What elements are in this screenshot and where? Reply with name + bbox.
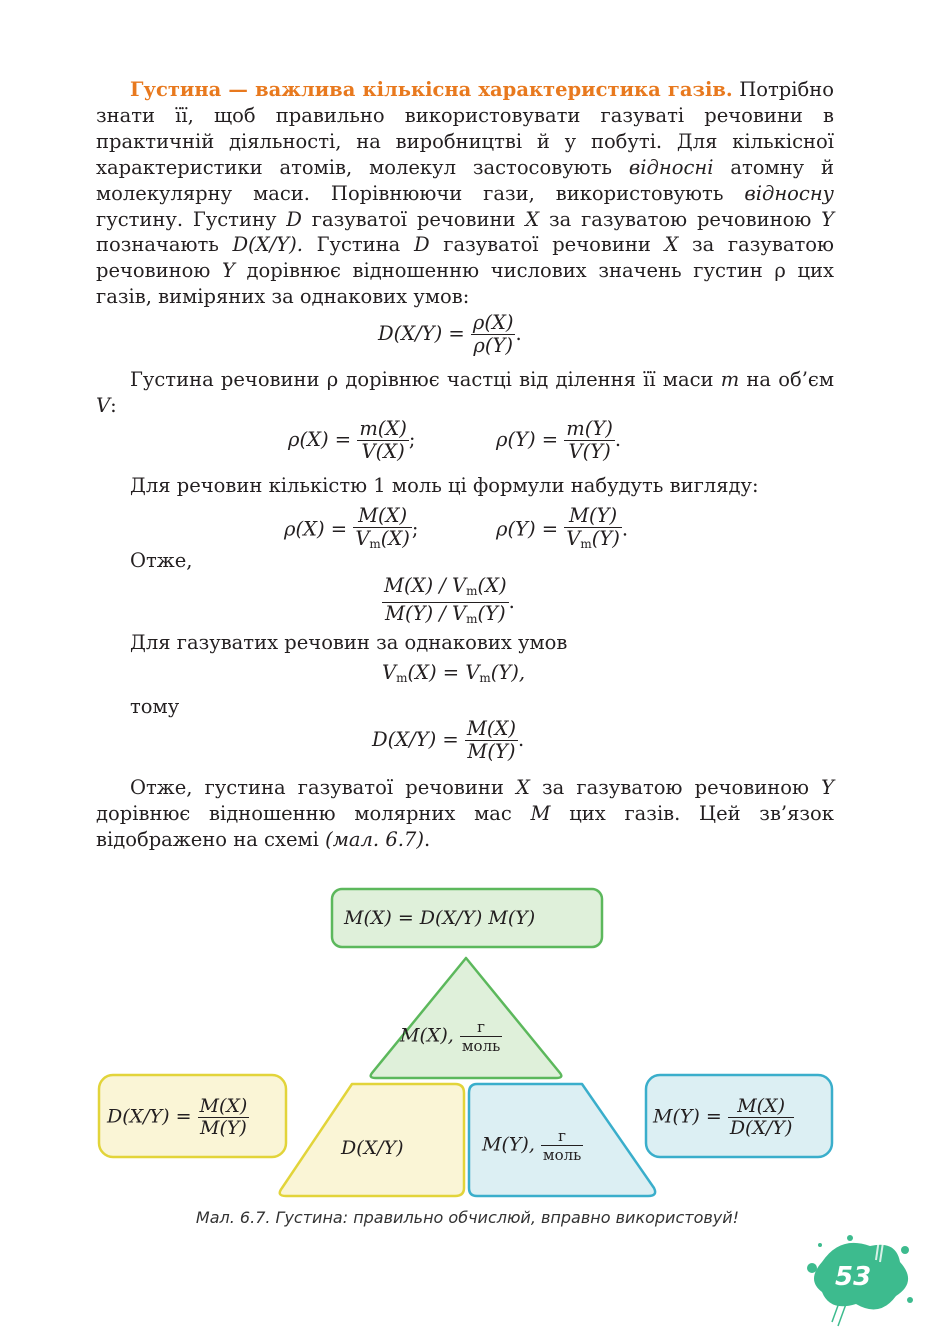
numerator: M(Y) [564,505,622,528]
punct: ; [408,428,416,451]
text: густину. Густину [96,207,287,231]
denominator: V(Y) [568,440,611,463]
punct: . [518,728,525,751]
symbol: (Y) [477,602,506,625]
formula-lhs: ρ(X) = [288,428,358,451]
text-italic: X [525,207,540,231]
text: : [110,393,117,417]
molar-mass-x: M(X), [400,1024,460,1047]
text-italic: D [286,207,302,231]
bottom-left-label: D(X/Y) [341,1137,404,1159]
subscript: m [466,612,478,626]
key-phrase: Густина — важлива кількісна характеристика газів. [130,78,733,101]
subscript: m [580,537,592,551]
denominator: M(Y) [467,740,516,763]
text-italic: X [515,776,530,799]
unit-numerator: г [541,1127,583,1146]
formula-lhs: ρ(X) = [284,517,354,541]
symbol: V [355,527,370,550]
subscript: m [369,537,381,551]
fraction [728,1096,795,1139]
symbol: V [382,661,397,684]
text: газуватої речовини [301,207,526,231]
text-italic: Y [821,776,834,799]
text-italic: m [720,368,740,391]
symbol: V [566,527,581,550]
numerator: M(X) [466,717,516,740]
symbol: (X) = V [407,661,480,684]
text: за газуватою речовиною [96,233,834,283]
text-italic: відносну [744,181,834,205]
gas-conditions-paragraph: Для газуватих речовин за однакових умов [130,631,568,654]
numerator: m(Y) [566,417,613,440]
molar-mass-y: M(Y), [482,1133,541,1156]
symbol: M(X) / V [384,574,467,597]
therefore-label: Отже, [130,549,193,572]
symbol: (X) [477,574,507,597]
text: газуватої речовини [429,233,665,257]
numerator: ρ(X) [472,311,514,334]
text: Потрібно знати її, щоб правильно використовувати газуваті речовини в практичній діяльності, на виробництві й у побуті. Для кількісної характеристики атомів, молекул застосовують [96,78,835,179]
text-italic: відносні [628,155,714,179]
punct: . [515,322,522,345]
formula-lhs: D(X/Y) = [107,1105,198,1128]
unit-denominator: моль [542,1146,582,1164]
formula-lhs: D(X/Y) = [378,322,471,345]
text: за газуватою речовиною [539,207,822,231]
denominator: ρ(Y) [473,334,513,357]
subscript: m [396,671,408,685]
text: позначають [96,233,233,257]
top-formula: M(X) = D(X/Y) M(Y) [344,907,536,929]
hence-label: тому [130,695,180,718]
formula-lhs: ρ(Y) = [496,517,565,541]
symbol: (Y) [591,527,620,550]
denominator: D(X/Y) [729,1117,793,1139]
subscript: m [466,584,478,598]
numerator: M(X) [199,1095,248,1117]
text: Густина [302,233,414,257]
formula-lhs: D(X/Y) = [372,728,465,751]
symbol: (X) [380,527,410,550]
punct: . [621,517,629,541]
punct: ; [411,517,419,541]
right-formula [653,1096,794,1139]
text-italic: Y [821,207,834,231]
text: цих газів. Цей зв’язок відображено на схемі [96,801,834,851]
text: на об’єм [739,368,834,391]
unit-fraction [541,1127,583,1164]
text: . [423,827,431,851]
text: Густина речовини ρ дорівнює частці від ділення її маси [130,368,721,391]
text-italic: Y [222,259,235,283]
text-italic: D [413,233,430,257]
formula-lhs: M(Y) = [653,1105,728,1128]
numerator: m(X) [359,417,407,440]
unit-denominator: моль [461,1037,501,1055]
text-italic: (мал. 6.7) [325,827,424,851]
text-italic: M [530,801,551,825]
formula-lhs: ρ(Y) = [496,428,565,451]
bottom-right-label [482,1127,583,1164]
page-number: 53 [835,1262,872,1292]
text: дорівнює відношенню молярних мас [96,801,531,825]
denominator: M(Y) [200,1117,247,1139]
unit-fraction [460,1018,502,1055]
numerator: M(X) [728,1096,795,1118]
fraction [198,1096,250,1139]
left-formula [107,1096,249,1139]
text: Отже, густина газуватої речовини [130,776,516,799]
text: дорівнює відношенню числових значень густин ρ цих газів, виміряних за однакових умов: [96,259,834,309]
triangle-top-label [400,1018,502,1055]
text: за газуватою речовиною [529,776,822,799]
unit-numerator: г [460,1018,502,1037]
denominator: V(X) [361,440,405,463]
subscript: m [479,671,491,685]
text-italic: V [96,393,111,417]
symbol: (Y), [490,661,526,684]
text-italic: X [664,233,679,257]
text: атомну й молекулярну маси. Порівнюючи гази, використовують [96,155,834,205]
numerator: M(X) [353,505,412,528]
figure-caption: Мал. 6.7. Густина: правильно обчислюй, вправно використовуй! [195,1208,740,1227]
mole-paragraph: Для речовин кількістю 1 моль ці формули набудуть вигляду: [130,474,759,497]
punct: . [508,590,515,613]
text-italic: D(X/Y). [232,233,303,257]
symbol: M(Y) / V [385,602,467,625]
punct: . [614,428,622,451]
